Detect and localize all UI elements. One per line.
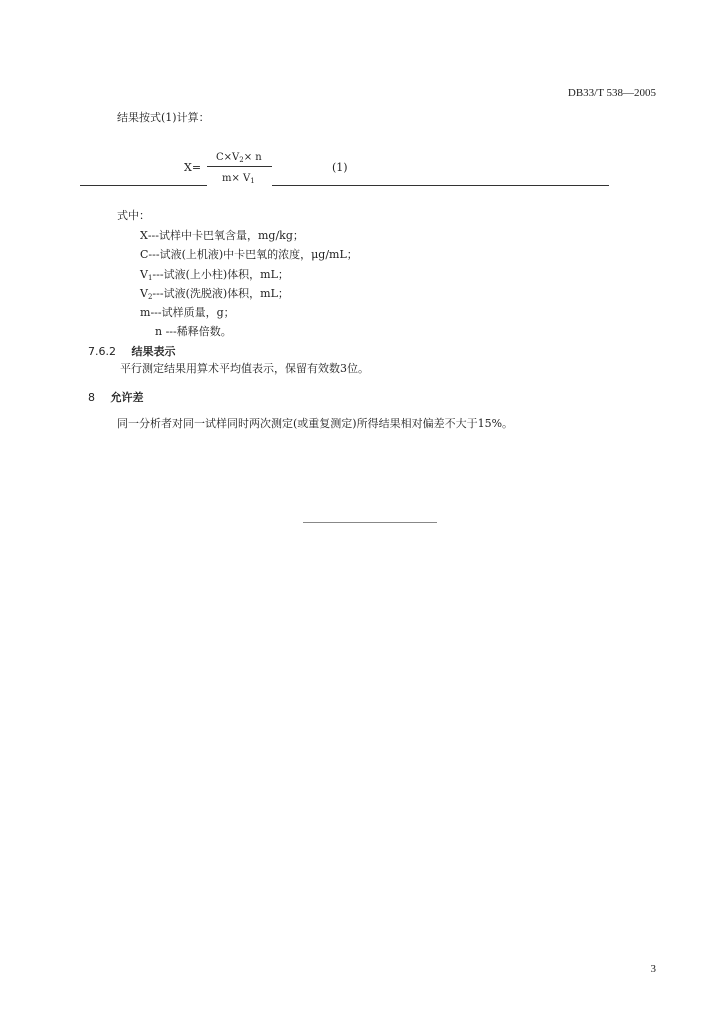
list-item	[140, 287, 289, 304]
section-heading-8	[88, 389, 144, 405]
list-item	[140, 229, 304, 246]
section-heading-7-6-2	[88, 343, 176, 359]
section-title: 结果表示	[131, 345, 176, 358]
section-number: 8	[88, 391, 95, 404]
variable-symbol: V	[140, 268, 148, 281]
variable-symbol: X	[140, 229, 148, 242]
variable-symbol: n	[155, 325, 163, 338]
variable-description: ---试液(上机液)中卡巴氧的浓度，μg/mL；	[148, 248, 358, 261]
denominator-subscript: 1	[250, 177, 255, 185]
document-code: DB33/T 538—2005	[567, 87, 656, 99]
calc-intro: 结果按式(1)计算：	[117, 111, 210, 124]
formula-denominator	[222, 172, 255, 188]
section-body-8: 同一分析者对同一试样同时两次测定(或重复测定)所得结果相对偏差不大于15%。	[117, 417, 514, 430]
numerator-part-a: C×V	[216, 152, 240, 163]
variable-symbol: C	[140, 248, 149, 261]
formula-rule-right	[272, 185, 609, 186]
variable-symbol: V	[140, 287, 148, 300]
denominator-part-a: m× V	[222, 173, 251, 184]
fraction-bar	[207, 166, 272, 167]
variable-description: ---试液(上小柱)体积，mL；	[152, 268, 289, 281]
variable-description: ---试样中卡巴氧含量，mg/kg；	[147, 229, 304, 242]
list-item	[140, 306, 235, 323]
variable-subscript: 2	[147, 293, 153, 301]
equation-number: (1)	[332, 161, 348, 174]
section-number: 7.6.2	[88, 345, 116, 358]
variable-symbol: m	[140, 306, 151, 319]
variable-subscript: 1	[147, 274, 153, 282]
list-item	[155, 325, 232, 342]
variable-description: ---稀释倍数。	[162, 325, 232, 338]
formula-numerator	[216, 151, 262, 167]
section-body-7-6-2: 平行测定结果用算术平均值表示，保留有效数3位。	[120, 362, 369, 375]
variable-description: ---试样质量，g；	[150, 306, 235, 319]
where-label: 式中：	[117, 209, 150, 222]
page-number: 3	[650, 963, 656, 975]
end-of-document-rule	[303, 522, 437, 523]
numerator-part-b: × n	[243, 152, 262, 163]
section-title: 允许差	[110, 391, 144, 404]
list-item	[140, 248, 358, 265]
formula-lhs: X=	[184, 161, 202, 174]
variable-description: ---试液(洗脱液)体积，mL；	[152, 287, 289, 300]
numerator-subscript: 2	[239, 156, 244, 164]
formula-rule-left	[80, 185, 207, 186]
list-item	[140, 268, 289, 285]
